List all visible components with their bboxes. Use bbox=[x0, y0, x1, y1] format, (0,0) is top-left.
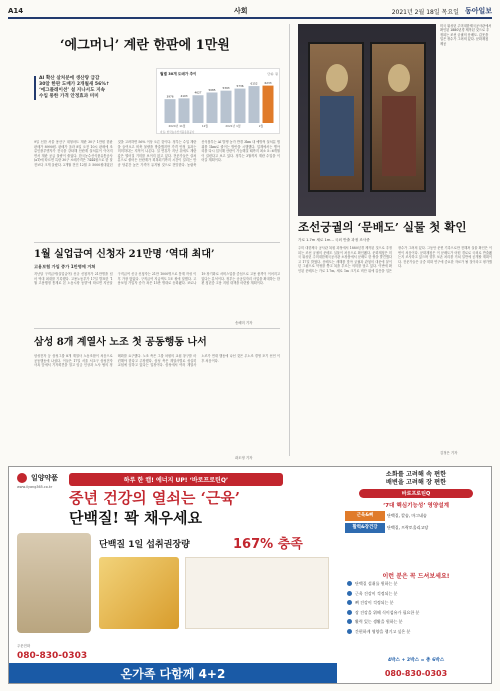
ad-right-title: 소화를 고려해 속 편한 배변을 고려해 장 편한 bbox=[385, 471, 447, 486]
ad-call-number: 080-830-0303 bbox=[384, 669, 448, 678]
ad-phone: 080-830-0303 bbox=[17, 651, 88, 661]
ad-bullet-list bbox=[347, 579, 487, 636]
ad-line3: 단백질 1일 섭취권장량 bbox=[99, 540, 190, 550]
ad-phone-label: 주문전화 bbox=[17, 644, 31, 648]
ad-bullet: 근육 건강이 걱정되는 분 bbox=[347, 589, 487, 599]
bullet-dot-icon bbox=[347, 619, 352, 624]
section-name: 사회 bbox=[234, 7, 248, 15]
ad-bullet: 간편하게 영양을 챙기고 싶은 분 bbox=[347, 627, 487, 637]
chart-svg bbox=[157, 69, 281, 135]
ad-right-sub: ‘7대 핵심기능성’ 영양설계 bbox=[382, 503, 450, 509]
chart-data-label: 5085 bbox=[208, 87, 216, 92]
chart-data-label: 5393 bbox=[222, 86, 230, 91]
ad-info-box bbox=[185, 557, 329, 629]
chart-title: 월별 30개 도매가 추이 bbox=[160, 72, 197, 76]
ad-line2: 단백질! 꽉 채우세요 bbox=[69, 509, 202, 527]
ilyang-logo-icon bbox=[17, 473, 27, 483]
chart-bar bbox=[221, 91, 232, 123]
chart-data-label: 3976 bbox=[166, 94, 174, 99]
chip-label-2: 활력&장건강 bbox=[345, 523, 385, 533]
page-number: A14 bbox=[8, 7, 24, 15]
article3-sub: 고용보험 가입 증가 1만명에 거쳐 bbox=[34, 264, 96, 269]
ad-logo bbox=[17, 473, 58, 483]
chart-bar bbox=[179, 98, 190, 123]
header-right bbox=[392, 6, 492, 16]
ad-product-box bbox=[99, 557, 179, 629]
ad-percent: 167% 충족 bbox=[233, 537, 303, 552]
divider bbox=[34, 242, 280, 243]
ad-right-brand: 바로프로틴Q bbox=[359, 489, 473, 498]
ad-offer-banner: 온가족 다함께 4+2 bbox=[9, 663, 337, 684]
chip-label-1: 근육&뼈 bbox=[345, 511, 385, 521]
chart-tick-label: 2020년 11월 bbox=[168, 124, 186, 128]
article1-body: 9일 신한 서울 용산구 대형마트 계란 30구 1만원 한판 판매가 8990원. 판매가 올라 8일 오전 10시 판매에 조류인플루엔자가 전국을 강타해 산란계 살처분이 이어지면서 계란 공급 물량이 줄었다. 한국농수산식품유통공사(aT)에 따르면 특란 30구 소매가격은 7444원으로 한 달 전보다 크게 올랐다. 2개월 전인 12월 초 5000원대였던 것을 고려하면 56% 이상 오른 것이다. 정부는 수입 계란을 들여오고 비축 물량을 방출했지만 가격 안정 효과는 미미하다는 지적이 나온다. 설 연휴가 지난 뒤에도 계란값은 떨어질 기미를 보이지 않고 있다. 전문가들은 살처분으로 줄어든 산란계가 회복되기까지 시간이 걸리는 만큼 당분간 높은 가격이 유지될 것으로 전망한다. 농림축산식품부는 AI 발생 농가 반경 3km 내 예방적 살처분 범위를 1km로 줄이는 방안을 시행했다. 업계에서는 병아리를 다시 입식해 산란이 가능해질 때까지 최소 5∼6개월이 걸린다고 보고 있다. 정부는 3월까지 계란 수입을 이어갈 계획이다. bbox=[34, 140, 280, 167]
chart-bar bbox=[235, 89, 246, 123]
ad-tagline: 하루 한 캡! 에너지 UP! ‘바로프로틴Q’ bbox=[69, 473, 283, 486]
article2-byline: 김정은 기자 bbox=[440, 451, 458, 455]
chip-text-2: 단백질, 프락토올리고당 bbox=[387, 525, 429, 530]
chart-bar bbox=[249, 86, 260, 123]
advertisement bbox=[8, 466, 492, 684]
bullet-dot-icon bbox=[347, 600, 352, 605]
chart-data-label: 6233 bbox=[264, 81, 272, 86]
bullet-dot-icon bbox=[347, 581, 352, 586]
chart-data-label: 4103 bbox=[180, 93, 188, 98]
ad-bullet: 단백질 섭취를 원하는 분 bbox=[347, 579, 487, 589]
article2-caption: 미국 워싱턴 주미대한제국공사관에서 확인된 1880년경 제작된 것으로 추정되는 조선 궁궐의 문배도. 갑옷을 입은 장수가 그려져 있다. 문화재청 제공 bbox=[440, 24, 492, 46]
ad-bullet: 뼈 건강이 걱정되는 분 bbox=[347, 598, 487, 608]
chart-bar bbox=[193, 95, 204, 123]
bullet-dot-icon bbox=[347, 591, 352, 596]
ad-bottom-text: 4박스 + 2박스 = 총 6박스 bbox=[387, 658, 445, 663]
chart-tick-label: 2021년 1월 bbox=[225, 124, 241, 128]
article4-headline: 삼성 8개 계열사 노조 첫 공동행동 나서 bbox=[34, 337, 207, 348]
chip-text-1: 단백질, 칼슘, 마그네슘 bbox=[387, 513, 427, 518]
ad-bullet: 활력 있는 생활을 원하는 분 bbox=[347, 617, 487, 627]
ad-model-photo bbox=[17, 533, 91, 633]
ad-line1: 중년 건강의 열쇠는 ‘근육’ bbox=[69, 489, 241, 507]
chart-source: 자료: 한국농수산식품유통공사 bbox=[160, 131, 195, 134]
article4-body: 삼성전자 등 삼성그룹 8개 계열사 노동조합이 처음으로 공동행동에 나섰다. 이들은 17일 서울 서초구 삼성전자 사옥 앞에서 기자회견을 열고 임금 인상과 노사 협의 정례화를 요구했다. 노조 측은 그룹 차원의 교섭 창구를 마련해야 한다고 주장했다. 삼성 측은 계열사별로 성실히 교섭에 임하고 있다는 입장이다. 삼성에서 여러 계열사 노조가 연대 행동에 나선 것은 무노조 경영 포기 선언 이후 처음이다. bbox=[34, 354, 280, 368]
column-divider bbox=[289, 24, 290, 456]
ad-left-panel bbox=[9, 467, 337, 684]
article3-byline: 송혜미 기자 bbox=[235, 321, 253, 325]
divider bbox=[34, 328, 280, 329]
article1-subheads: AI 확산 살처분에 생산량 급감 30알 한판 도매가 2개월새 56%↑ ‘에그플레이션’ 설 지나서도 지속 수입 통한 가격 안정효과 미미 bbox=[34, 76, 152, 100]
bullet-dot-icon bbox=[347, 629, 352, 634]
article2-sub: 가로 1.7m 세로 1m… 국외 반출 과정 조사중 bbox=[298, 238, 370, 242]
paper-logo: 동아일보 bbox=[464, 7, 492, 15]
ad-brand: 일양약품 bbox=[31, 474, 59, 482]
article3-body: 지난달 구직급여(실업급여) 신규 신청자가 21만명을 넘어 역대 최대를 기록했다. 고용노동부가 17일 발표한 ‘1월 고용행정 통계로 본 노동시장 동향’에 따르면 지난달 구직급여 신규 신청자는 21만 1000명으로 통계 작성 이후 가장 많았다. 구직급여 지급액도 1조 원에 달했다. 고용보험 가입자 증가 폭은 15만 명대로 둔화됐다. 코로나19 장기화로 서비스업을 중심으로 고용 충격이 이어지고 있다는 분석이다. 정부는 공공일자리 사업을 확대하는 한편 청년층 고용 지원 대책을 마련할 계획이다. bbox=[34, 272, 280, 286]
ad-bullet: 장 건강을 위해 식이섬유가 필요한 분 bbox=[347, 608, 487, 618]
ad-url: www.ilyang365.co.kr bbox=[17, 485, 53, 489]
article4-byline: 곽도영 기자 bbox=[235, 456, 253, 460]
chart-bar bbox=[165, 99, 176, 123]
chart-bar bbox=[263, 86, 274, 123]
article3-headline: 1월 실업급여 신청자 21만명 ‘역대 최대’ bbox=[34, 249, 215, 260]
chart-unit: 단위: 원 bbox=[267, 72, 278, 76]
page-header bbox=[8, 5, 492, 19]
chart-data-label: 6152 bbox=[250, 81, 258, 86]
bullet-dot-icon bbox=[347, 610, 352, 615]
date-line: 2021년 2월 18일 목요일 bbox=[391, 8, 459, 16]
door-painting-left bbox=[308, 42, 364, 192]
chart-data-label: 4627 bbox=[194, 90, 202, 95]
ad-right-panel bbox=[339, 467, 492, 684]
chart-tick-label: 2월 bbox=[258, 124, 264, 128]
chart-bar bbox=[207, 92, 218, 123]
chart-tick-label: 12월 bbox=[201, 124, 209, 128]
article2-photo bbox=[298, 24, 436, 216]
price-chart bbox=[156, 68, 280, 134]
chart-data-label: 5736 bbox=[236, 84, 244, 89]
article1-headline: ‘에그머니’ 계란 한판에 1만원 bbox=[60, 38, 230, 53]
article2-headline: 조선궁궐의 ‘문배도’ 실물 첫 확인 bbox=[298, 220, 467, 234]
door-painting-right bbox=[370, 42, 426, 192]
article2-body: 주미 대한제국 공사관 복원 과정에서 1880년경 제작된 것으로 추정되는 조선 궁궐의 문배도 실물이 처음으로 확인됐다. 문화재청은 미국 워싱턴 주미대한제국공사관 소장품에서 문배도 한 쌍을 발견했다고 17일 밝혔다. 문배도는 새해를 맞아 궁궐과 관청의 대문에 붙이던 그림으로 악귀를 쫓고 복을 부르는 의미를 담고 있다. 이번에 확인된 문배도는 가로 1.7m, 세로 1m 크기로 비단 위에 갑옷을 입은 장수가 그려져 있다. 그동안 문헌 기록으로만 전해져 실물 확인은 이번이 처음이다. 문화재청은 이 문배도가 어떤 경로로 국외로 반출됐는지 조사하고 있으며 향후 보존 처리를 거쳐 일반에 공개할 계획이다. 전문가들은 궁중 회화 연구에 중요한 자료가 될 것이라고 평가했다. bbox=[298, 246, 492, 273]
ad-benefit-title: 이런 분은 꼭 드셔보세요! bbox=[382, 573, 450, 580]
